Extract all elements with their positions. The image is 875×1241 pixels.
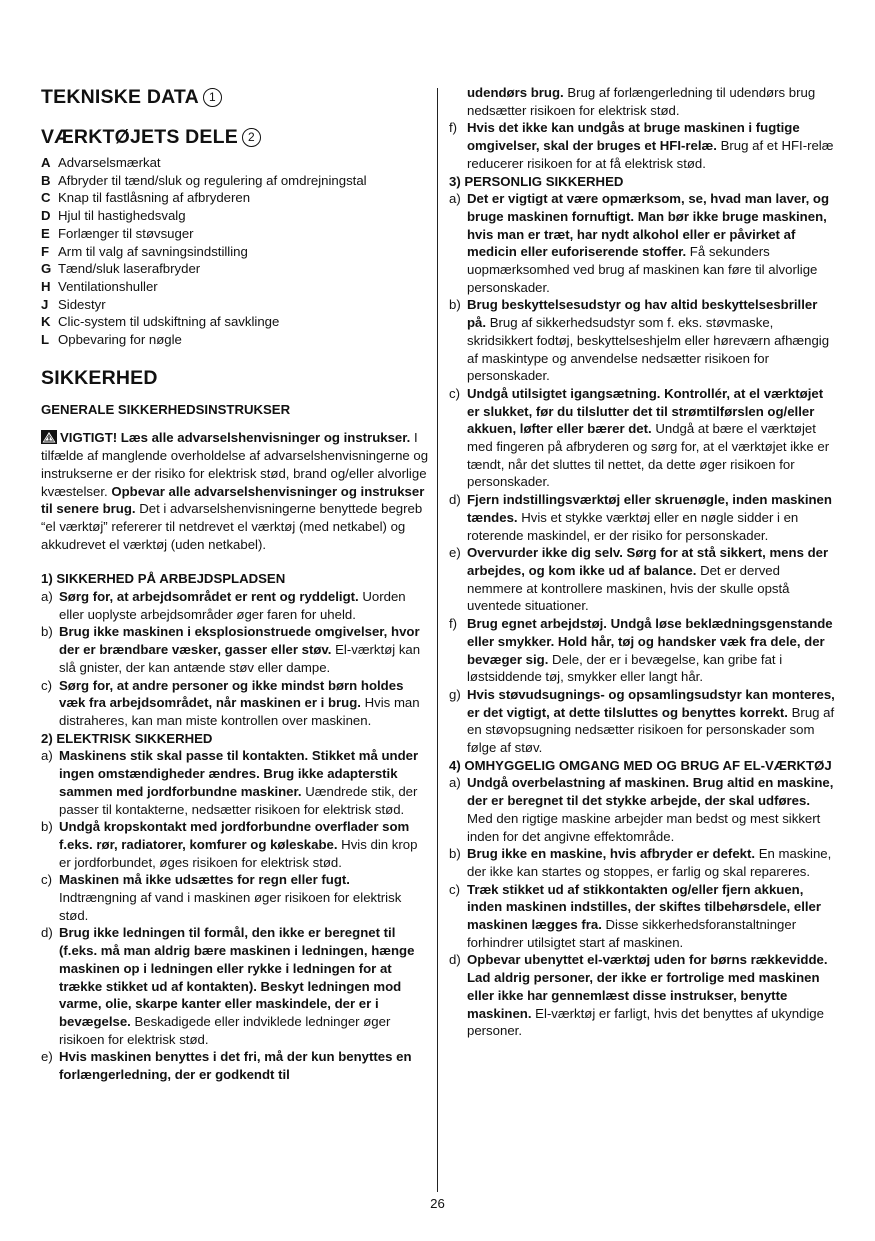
item-text <box>467 544 835 615</box>
item-normal: Hvis man distraheres, kan man miste kontrollen over maskinen. <box>59 695 420 728</box>
item-marker: b) <box>41 819 53 835</box>
item-normal: Det er derved nemmere at kontrollere maskinen, hvis der skulle opstå uventede situationer. <box>467 562 790 614</box>
item-marker: a) <box>41 589 53 605</box>
heading-tool-parts-text: VÆRKTØJETS DELE <box>41 126 238 148</box>
item-marker: b) <box>449 297 461 313</box>
part-label: Sidestyr <box>58 296 106 312</box>
part-label: Forlænger til støvsuger <box>58 225 194 241</box>
item-normal: Få sekunders uopmærksomhed ved brug af maskinen kan føre til alvorlige personskader. <box>467 244 818 295</box>
item-bold: Brug ikke ledningen til formål, den ikke er beregnet til (f.eks. må man aldrig bære maskinen i ledningen, hænge maskinen op i ledningen eller rykke i ledningen for at trække stikket ud af kontakten). Beskyt ledningen mod varme, olie, skarpe kanter eller maskindele, der er i bevægelse. <box>59 925 415 1029</box>
section-3-items <box>449 190 835 757</box>
item-bold: Brug ikke maskinen i eksplosionstruede omgivelser, hvor der er brændbare væsker, gasser eller støv. <box>59 624 420 658</box>
item-normal: Disse sikkerhedsforanstaltninger forhindrer utilsigtet start af maskinen. <box>467 917 797 950</box>
warning-bold-1: VIGTIGT! Læs alle advarselshenvisninger og instrukser. <box>60 430 411 446</box>
item-marker: a) <box>41 748 53 764</box>
part-letter: C <box>41 190 51 206</box>
part-item <box>41 243 429 261</box>
part-label: Ventilationshuller <box>58 278 158 294</box>
item-bold: Fjern indstillingsværktøj eller skruenøgle, inden maskinen tændes. <box>467 492 832 525</box>
list-item <box>449 296 835 385</box>
item-marker: d) <box>41 925 53 941</box>
part-letter: L <box>41 332 50 348</box>
section-2-title: 2) ELEKTRISK SIKKERHED <box>41 730 213 746</box>
part-item <box>41 172 429 190</box>
part-label: Arm til valg af savningsindstilling <box>58 243 248 259</box>
item-bold: Brug egnet arbejdstøj. Undgå løse beklædningsgenstande eller smykker. Hold hår, tøj og handsker væk fra dele, der bevæger sig. <box>467 616 833 667</box>
item-normal: Brug af et HFI-relæ reducerer risikoen for at få elektrisk stød. <box>467 138 834 171</box>
item-normal: Uorden eller uoplyste arbejdsområder øger faren for uheld. <box>59 589 406 622</box>
list-item <box>41 1048 429 1083</box>
item-marker: b) <box>41 624 53 640</box>
item-bold: Træk stikket ud af stikkontakten og/eller fjern akkuen, inden maskinen indstilles, der skiftes tilbehørsdele, eller maskinen lægges fra. <box>467 881 821 933</box>
part-label: Advarselsmærkat <box>58 155 161 170</box>
item-bold: Opbevar ubenyttet el-værktøj uden for børns rækkevidde. Lad aldrig personer, der ikke er fortrolige med maskinen eller ikke har gennemlæst disse instrukser, benytte maskinen. <box>467 952 828 1021</box>
item-bold: Brug ikke en maskine, hvis afbryder er defekt. <box>467 846 756 862</box>
general-safety-subheading: GENERALE SIKKERHEDSINSTRUKSER <box>41 401 291 417</box>
section-2-items <box>41 747 429 1083</box>
page-number: 26 <box>430 1196 445 1211</box>
part-item <box>41 207 429 225</box>
item-normal: El-værktøj kan slå gnister, der kan antænde støv eller dampe. <box>59 642 421 675</box>
item-text <box>467 385 835 491</box>
section-4-title <box>449 757 835 775</box>
item-marker: d) <box>449 492 461 508</box>
list-item <box>449 774 835 845</box>
part-item <box>41 313 429 331</box>
heading-tool-parts <box>41 124 429 150</box>
item-bold: Undgå utilsigtet igangsætning. Kontrollér, at el værktøjet er slukket, før du tilslutter det til strømtilførslen og/eller akkuen, løfter eller bærer det. <box>467 385 824 437</box>
list-item <box>41 871 429 924</box>
item-text <box>467 190 835 296</box>
list-item <box>449 190 835 296</box>
part-label: Afbryder til tænd/sluk og regulering af omdrejningstal <box>58 172 367 188</box>
item-normal: Indtrængning af vand i maskinen øger risikoen for elektrisk stød. <box>59 890 402 923</box>
left-column <box>41 84 429 1084</box>
list-item <box>41 818 429 871</box>
list-item <box>449 544 835 615</box>
item-normal: Hvis din krop er jordforbundet, øges risikoen for elektrisk stød. <box>59 836 418 870</box>
list-item <box>449 845 835 880</box>
item-bold: Hvis det ikke kan undgås at bruge maskinen i fugtige omgivelser, skal der bruges et HFI-relæ. <box>467 120 800 154</box>
item-marker: f) <box>449 120 458 136</box>
item-marker: c) <box>41 677 52 693</box>
part-letter: A <box>41 155 51 170</box>
list-item <box>449 951 835 1040</box>
heading-technical-data <box>41 84 429 110</box>
section-1-items <box>41 588 429 730</box>
item-bold: Brug beskyttelsesudstyr og hav altid beskyttelsesbriller på. <box>467 297 818 331</box>
item-normal: Uændrede stik, der passer til kontakterne, nedsætter risikoen for elektrisk stød. <box>59 783 418 817</box>
item-bold: Overvurder ikke dig selv. Sørg for at stå sikkert, mens der arbejdes, og kom ikke ud af balance. <box>467 545 829 578</box>
heading-technical-data-text: TEKNISKE DATA <box>41 86 199 108</box>
part-letter: H <box>41 278 51 294</box>
item-bold: Hvis maskinen benyttes i det fri, må der kun benyttes en forlængerledning, der er godkendt til <box>59 1049 412 1083</box>
item-text <box>59 818 429 871</box>
part-letter: K <box>41 314 51 330</box>
section-2-item-f <box>449 119 835 172</box>
item-text <box>59 924 429 1048</box>
item-marker: d) <box>449 952 461 968</box>
part-label: Opbevaring for nøgle <box>58 332 182 348</box>
part-label: Clic-system til udskiftning af savklinge <box>58 314 280 330</box>
right-column <box>449 84 835 1040</box>
item-text <box>59 677 429 730</box>
item-normal: El-værktøj er farligt, hvis det benyttes af ukyndige personer. <box>467 1005 824 1039</box>
item-bold: Hvis støvudsugnings- og opsamlingsudstyr kan monteres, er det vigtigt, at dette tilsluttes og benyttes korrekt. <box>467 686 835 720</box>
item-marker: a) <box>449 775 461 791</box>
item-text <box>59 871 429 924</box>
item-bold: Undgå overbelastning af maskinen. Brug altid en maskine, der er beregnet til det stykke arbejde, der skal udføres. <box>467 775 834 809</box>
list-item <box>41 623 429 676</box>
item-bold: Maskinen må ikke udsættes for regn eller fugt. <box>59 872 350 888</box>
item-text <box>467 491 835 544</box>
item-text <box>467 686 835 757</box>
item-text <box>467 881 835 952</box>
part-letter: E <box>41 225 50 241</box>
column-divider <box>437 88 438 1192</box>
part-letter: B <box>41 172 51 188</box>
item-text <box>467 296 835 385</box>
item-bold: Maskinens stik skal passe til kontakten. Stikket må under ingen omstændigheder ændres. Brug ikke adapterstik sammen med jordforbundne maskiner. <box>59 748 419 799</box>
figure-ref-1: 1 <box>203 88 222 107</box>
item-text <box>59 1048 429 1083</box>
section-4-title-text: 4) OMHYGGELIG OMGANG MED OG BRUG AF EL-VÆRKTØJ <box>449 757 832 773</box>
item-marker: f) <box>449 616 458 632</box>
item-normal: Beskadigede eller indviklede ledninger øger risikoen for elektrisk stød. <box>59 1013 391 1047</box>
list-item <box>449 615 835 686</box>
item-text <box>467 119 835 172</box>
list-item <box>41 747 429 818</box>
item-text <box>59 747 429 818</box>
list-item <box>449 385 835 491</box>
item-marker: e) <box>449 545 461 561</box>
section-1-title: 1) SIKKERHED PÅ ARBEJDSPLADSEN <box>41 571 286 587</box>
item-text <box>467 845 835 880</box>
list-item <box>449 491 835 544</box>
item-bold: Det er vigtigt at være opmærksom, se, hvad man laver, og bruge maskinen fornuftigt. Man bør ikke bruge maskinen, hvis man er træt, har nydt alkohol eller er påvirket af medicin eller euforiserende stoffer. <box>467 191 830 260</box>
warning-bold-2: Opbevar alle advarselshenvisninger og instrukser til senere brug. <box>41 483 425 517</box>
part-item <box>41 189 429 207</box>
list-item <box>449 686 835 757</box>
part-letter: J <box>41 296 49 312</box>
warning-text-1: I tilfælde af manglende overholdelse af advarselshenvisningerne og instrukserne er der risiko for elektrisk stød, brand og/eller alvorlige kvæstelser. <box>41 430 429 499</box>
item-normal: Brug af sikkerhedsudstyr som f. eks. støvmaske, skridsikkert fodtøj, beskyttelseshjelm eller høreværn afhængig af maskintype og anvendelse nedsætter risikoen for personskader. <box>467 315 830 384</box>
heading-safety: SIKKERHED <box>41 366 158 389</box>
item-bold: Undgå kropskontakt med jordforbundne overflader som f.eks. rør, radiatorer, komfurer og køleskabe. <box>59 819 410 852</box>
item-normal: Dele, der er i bevægelse, kan gribe fat i løstsiddende tøj, smykker eller langt hår. <box>467 651 783 685</box>
part-item <box>41 331 429 349</box>
parts-list <box>41 154 429 349</box>
item-normal: Brug af en støvopsugning nedsætter risikoen for personskader som følge af støv. <box>467 704 835 756</box>
item-marker: c) <box>449 385 460 401</box>
item-text <box>467 615 835 686</box>
list-item <box>449 881 835 952</box>
item-marker: g) <box>449 686 461 702</box>
item-normal: En maskine, der ikke kan startes og stoppes, er farlig og skal repareres. <box>467 846 832 879</box>
item-normal: Undgå at bære el værktøjet med fingeren på afbryderen og sørg for, at el værktøjet ikke er tændt, når det sluttes til nettet, da dette øger risikoen for personskader. <box>467 421 830 490</box>
part-item <box>41 296 429 314</box>
item-bold: Sørg for, at arbejdsområdet er rent og ryddeligt. <box>59 589 359 605</box>
part-letter: G <box>41 261 52 277</box>
part-item <box>41 154 429 172</box>
item-text <box>59 588 429 623</box>
item-marker: a) <box>449 191 461 207</box>
part-item <box>41 260 429 278</box>
part-label: Knap til fastlåsning af afbryderen <box>58 190 251 206</box>
item-bold: Sørg for, at andre personer og ikke mindst børn holdes væk fra arbejdsområdet, når maskinen er i brug. <box>59 677 404 711</box>
part-item <box>41 278 429 296</box>
part-letter: F <box>41 243 50 259</box>
part-label: Hjul til hastighedsvalg <box>58 208 186 224</box>
warning-paragraph <box>41 429 429 553</box>
figure-ref-2: 2 <box>242 128 261 147</box>
list-item <box>41 924 429 1048</box>
item-e-cont-text: Brug af forlængerledning til udendørs brug nedsætter risikoen for elektrisk stød. <box>467 85 816 118</box>
item-marker: c) <box>449 881 460 897</box>
item-text <box>467 774 835 845</box>
list-item <box>41 677 429 730</box>
item-marker: c) <box>41 872 52 888</box>
item-text <box>467 951 835 1040</box>
part-letter: D <box>41 208 51 224</box>
item-text <box>59 623 429 676</box>
section-3-title: 3) PERSONLIG SIKKERHED <box>449 173 624 189</box>
part-label: Tænd/sluk laserafbryder <box>58 261 201 277</box>
item-e-cont-bold: udendørs brug. <box>467 85 564 100</box>
part-item <box>41 225 429 243</box>
item-normal: Med den rigtige maskine arbejder man bedst og mest sikkert inden for det angivne effektområde. <box>467 810 821 844</box>
section-2-item-e-continued <box>449 84 835 119</box>
item-marker: b) <box>449 846 461 862</box>
list-item <box>41 588 429 623</box>
section-4-items <box>449 774 835 1040</box>
item-marker: e) <box>41 1049 53 1065</box>
warning-text-2: Det i advarselshenvisningerne benyttede begreb “el værktøj” refererer til netdrevet el værktøj (med netkabel) og akkudrevet el værktøj (uden netkabel). <box>41 501 423 552</box>
warning-triangle-icon <box>41 430 57 444</box>
item-normal: Hvis et stykke værktøj eller en nøgle sidder i en roterende maskindel, er der risiko for personskader. <box>467 509 799 543</box>
